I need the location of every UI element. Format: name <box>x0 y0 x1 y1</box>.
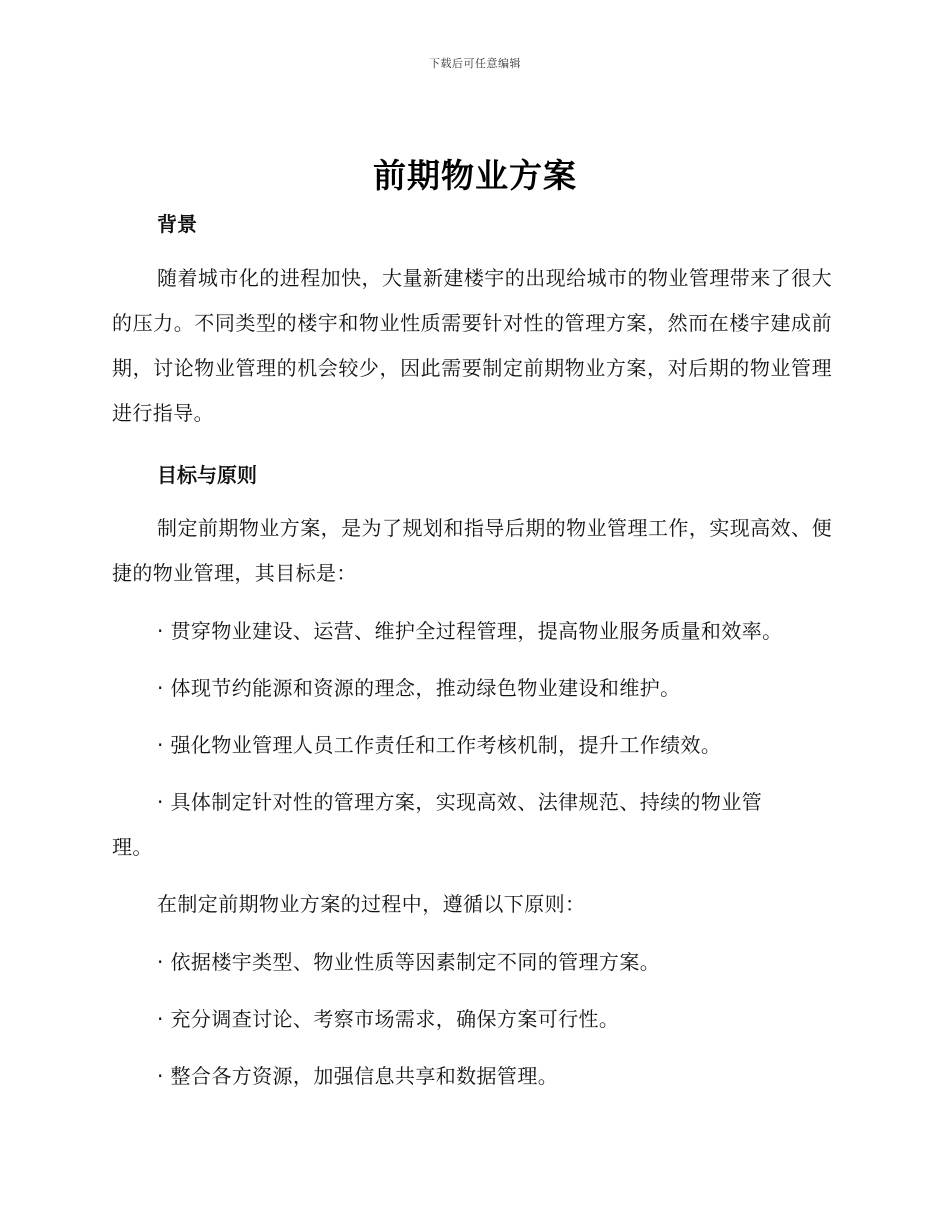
principles-intro-paragraph: 在制定前期物业方案的过程中，遵循以下原则： <box>157 892 586 916</box>
principle-item-2: · 充分调查讨论、考察市场需求，确保方案可行性。 <box>157 1007 620 1031</box>
document-title: 前期物业方案 <box>373 156 577 195</box>
header-note: 下载后可任意编辑 <box>429 57 521 70</box>
background-paragraph: 随着城市化的进程加快，大量新建楼宇的出现给城市的物业管理带来了很大的压力。不同类型的楼宇和物业性质需要针对性的管理方案，然而在楼宇建成前期，讨论物业管理的机会较少，因此需要制定前期物业方案，对后期的物业管理进行指导。 <box>112 266 832 425</box>
goal-item-3: · 强化物业管理人员工作责任和工作考核机制，提升工作绩效。 <box>157 733 722 757</box>
section-heading-goals-principles: 目标与原则 <box>157 463 257 487</box>
goal-item-1: · 贯穿物业建设、运营、维护全过程管理，提高物业服务质量和效率。 <box>157 619 783 643</box>
goals-intro-paragraph: 制定前期物业方案，是为了规划和指导后期的物业管理工作，实现高效、便捷的物业管理，其目标是： <box>112 516 832 585</box>
goal-item-2: · 体现节约能源和资源的理念，推动绿色物业建设和维护。 <box>157 676 681 700</box>
principle-item-1: · 依据楼宇类型、物业性质等因素制定不同的管理方案。 <box>157 950 661 974</box>
section-heading-background: 背景 <box>157 212 197 236</box>
principle-item-3: · 整合各方资源，加强信息共享和数据管理。 <box>157 1064 559 1088</box>
goal-item-4: · 具体制定针对性的管理方案，实现高效、法律规范、持续的物业管理。 <box>112 790 763 859</box>
